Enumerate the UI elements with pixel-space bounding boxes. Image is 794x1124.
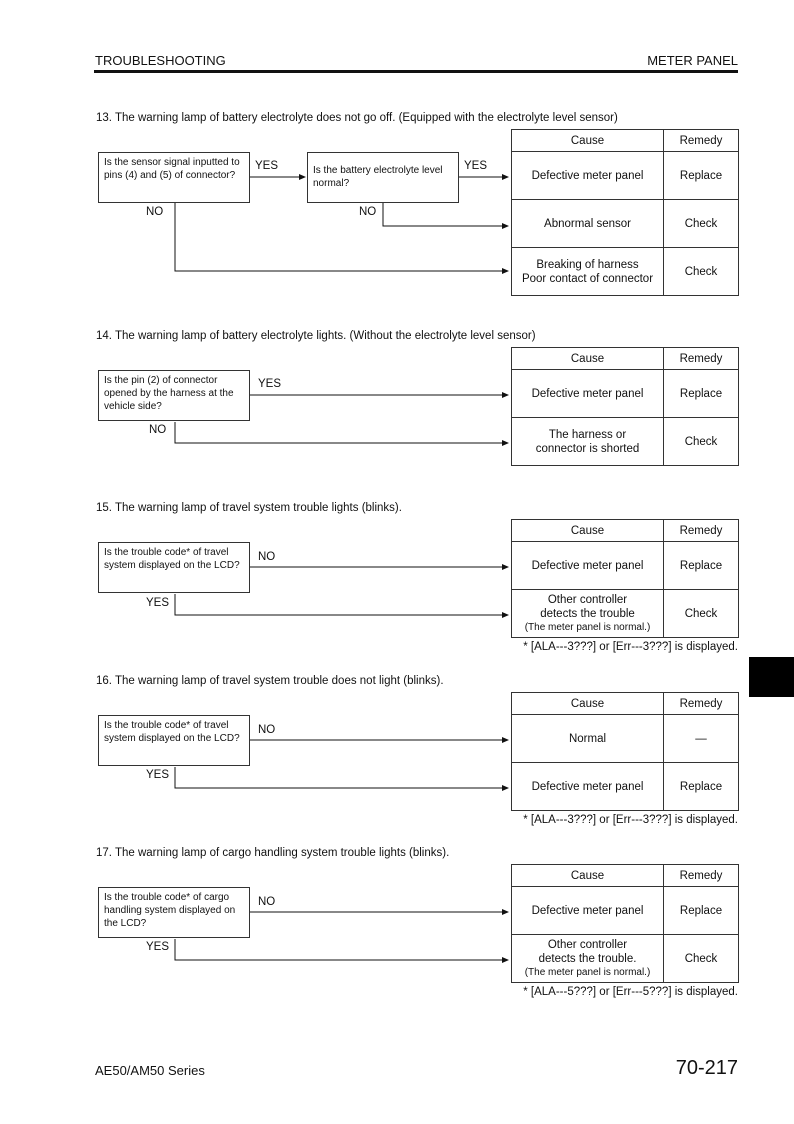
cause-line: Other controller: [547, 593, 628, 606]
section-14-title: 14. The warning lamp of battery electrolyte lights. (Without the electrolyte level sensor): [96, 330, 536, 342]
cause-cell: Defective meter panel: [512, 370, 664, 418]
remedy-header: Remedy: [664, 348, 739, 370]
section-13-yes-2: YES: [464, 160, 488, 172]
section-16-answer-1: NO: [258, 724, 276, 736]
section-13-no-2: NO: [359, 206, 377, 218]
section-14-answer-1: YES: [258, 378, 282, 390]
section-16-question: Is the trouble code* of travel system displayed on the LCD?: [98, 715, 250, 766]
cause-header: Cause: [512, 520, 664, 542]
remedy-cell: Replace: [664, 887, 739, 935]
section-14-question: Is the pin (2) of connector opened by the harness at the vehicle side?: [98, 370, 250, 421]
remedy-cell: Check: [664, 200, 739, 248]
remedy-header: Remedy: [664, 520, 739, 542]
section-17-title: 17. The warning lamp of cargo handling system trouble lights (blinks).: [96, 847, 450, 859]
section-13-question-1: Is the sensor signal inputted to pins (4) and (5) of connector?: [98, 152, 250, 203]
cause-line: The harness or: [548, 428, 627, 441]
cause-cell: Normal: [512, 715, 664, 763]
remedy-header: Remedy: [664, 865, 739, 887]
cause-line: (The meter panel is normal.): [524, 966, 651, 978]
cause-cell: [512, 935, 664, 983]
remedy-header: Remedy: [664, 130, 739, 152]
section-17-question: Is the trouble code* of cargo handling system displayed on the LCD?: [98, 887, 250, 938]
remedy-cell: Replace: [664, 763, 739, 811]
cause-line: Poor contact of connector: [521, 272, 654, 285]
remedy-cell: —: [664, 715, 739, 763]
section-16-answer-2: YES: [146, 769, 170, 781]
section-16-table: [511, 692, 739, 811]
chapter-tab-marker: [749, 657, 794, 697]
footer-series: AE50/AM50 Series: [95, 1063, 205, 1078]
section-15-question: Is the trouble code* of travel system displayed on the LCD?: [98, 542, 250, 593]
section-16-title: 16. The warning lamp of travel system trouble does not light (blinks).: [96, 675, 444, 687]
section-14-answer-2: NO: [149, 424, 167, 436]
remedy-cell: Replace: [664, 542, 739, 590]
cause-cell: [512, 590, 664, 638]
cause-line: Other controller: [547, 938, 628, 951]
cause-line: detects the trouble.: [538, 952, 637, 965]
section-15-table: [511, 519, 739, 638]
section-15-answer-2: YES: [146, 597, 170, 609]
cause-cell: [512, 248, 664, 296]
cause-line: connector is shorted: [535, 442, 640, 455]
cause-header: Cause: [512, 348, 664, 370]
remedy-cell: Check: [664, 935, 739, 983]
section-14-table: [511, 347, 739, 466]
cause-line: (The meter panel is normal.): [524, 621, 651, 633]
section-13-question-2: Is the battery electrolyte level normal?: [307, 152, 459, 203]
section-13-table: [511, 129, 739, 296]
cause-cell: Defective meter panel: [512, 152, 664, 200]
remedy-cell: Replace: [664, 370, 739, 418]
section-13-title: 13. The warning lamp of battery electrolyte does not go off. (Equipped with the electrolyte level sensor): [96, 112, 618, 124]
remedy-cell: Replace: [664, 152, 739, 200]
remedy-cell: Check: [664, 248, 739, 296]
section-17-answer-2: YES: [146, 941, 170, 953]
section-17-footnote: * [ALA---5???] or [Err---5???] is displayed.: [523, 986, 738, 998]
remedy-cell: Check: [664, 418, 739, 466]
cause-cell: Defective meter panel: [512, 887, 664, 935]
remedy-cell: Check: [664, 590, 739, 638]
cause-cell: Abnormal sensor: [512, 200, 664, 248]
cause-cell: Defective meter panel: [512, 542, 664, 590]
cause-cell: Defective meter panel: [512, 763, 664, 811]
cause-header: Cause: [512, 130, 664, 152]
section-15-answer-1: NO: [258, 551, 276, 563]
section-15-footnote: * [ALA---3???] or [Err---3???] is displayed.: [523, 641, 738, 653]
cause-cell: [512, 418, 664, 466]
remedy-header: Remedy: [664, 693, 739, 715]
section-13-no-1: NO: [146, 206, 164, 218]
header-chapter: METER PANEL: [647, 53, 738, 68]
section-15-title: 15. The warning lamp of travel system trouble lights (blinks).: [96, 502, 402, 514]
cause-line: detects the trouble: [540, 607, 635, 620]
section-13-yes-1: YES: [255, 160, 279, 172]
section-17-table: [511, 864, 739, 983]
cause-line: Breaking of harness: [536, 258, 639, 271]
cause-header: Cause: [512, 865, 664, 887]
header-section: TROUBLESHOOTING: [95, 53, 226, 68]
cause-header: Cause: [512, 693, 664, 715]
section-16-footnote: * [ALA---3???] or [Err---3???] is displayed.: [523, 814, 738, 826]
section-17-answer-1: NO: [258, 896, 276, 908]
page-number: 70-217: [675, 1057, 738, 1079]
